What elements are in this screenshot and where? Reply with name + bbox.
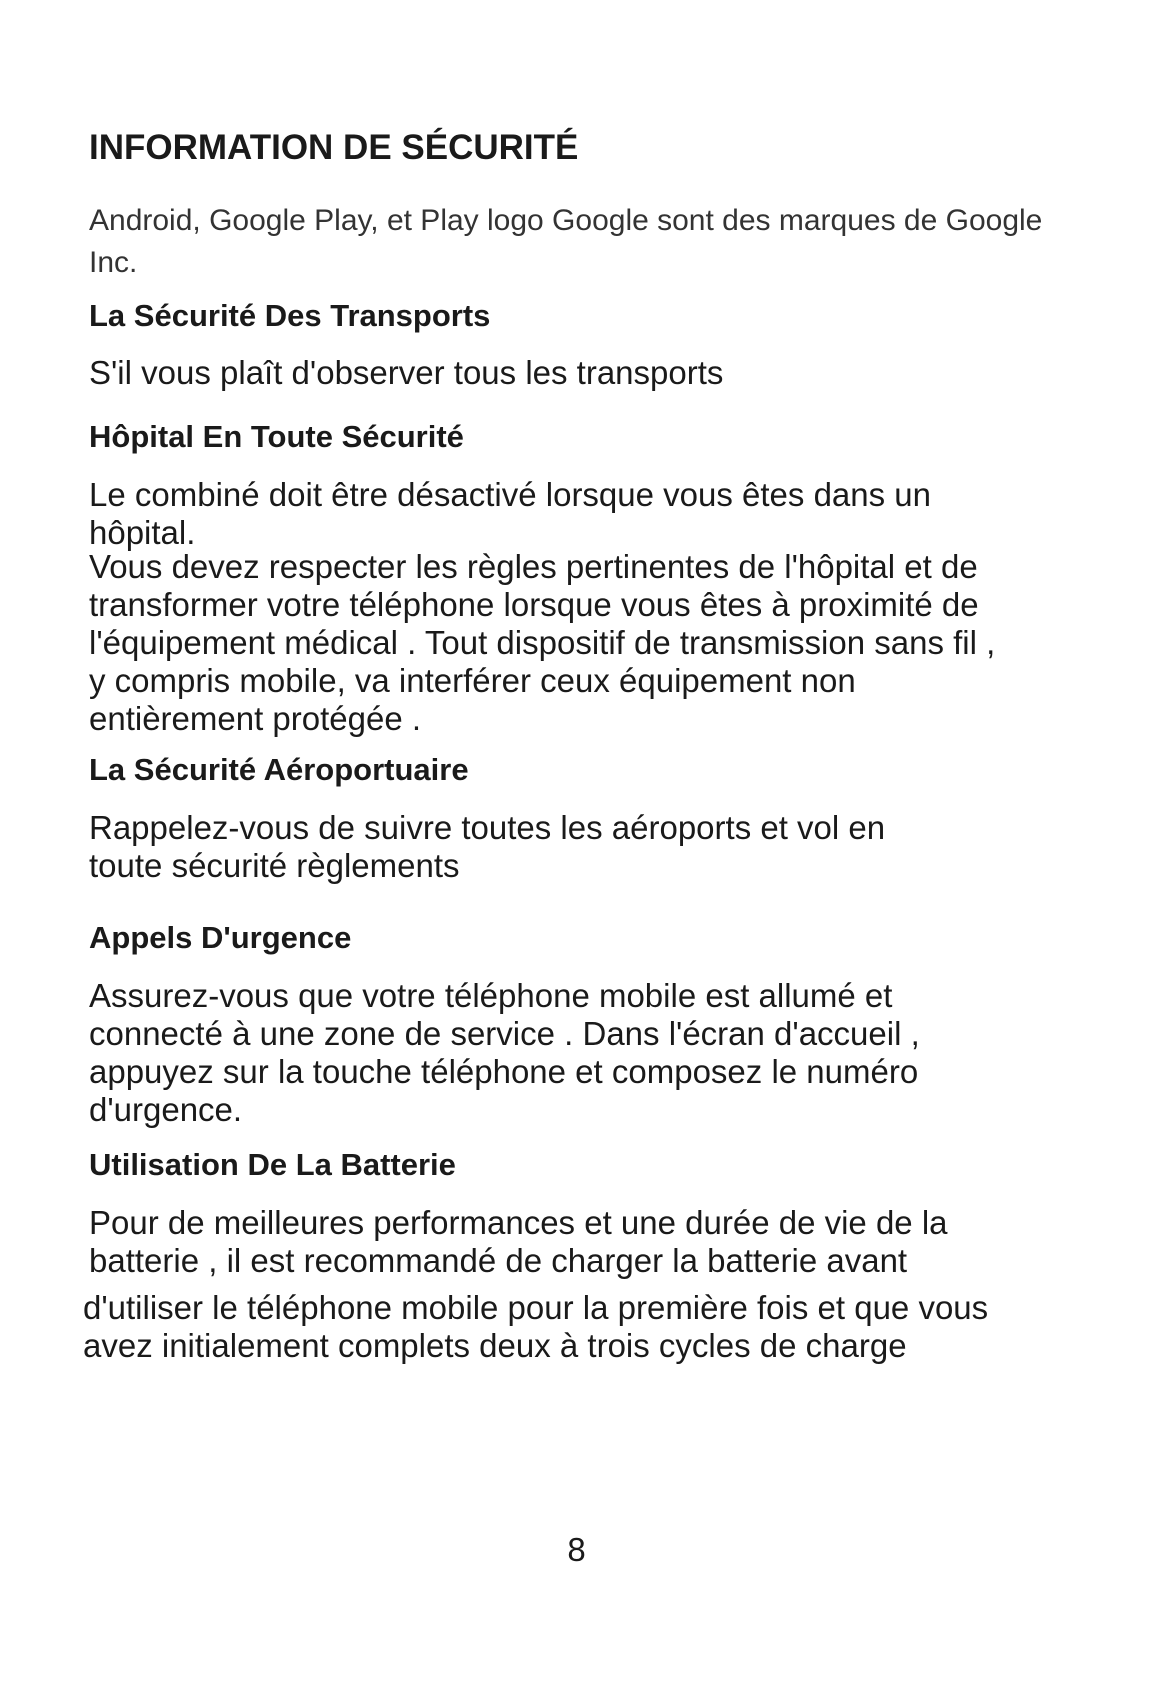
section-text-emergency: Assurez-vous que votre téléphone mobile est allumé et connecté à une zone de service . Dans l'écran d'accueil , appuyez sur la touche téléphone et composez le numéro d'urgence. <box>89 977 920 1128</box>
section-heading-emergency: Appels D'urgence <box>89 920 352 955</box>
section-heading-hospital: Hôpital En Toute Sécurité <box>89 419 464 454</box>
section-text-hospital-2: Vous devez respecter les règles pertinentes de l'hôpital et de transformer votre téléphone lorsque vous êtes à proximité de l'équipement médical . Tout dispositif de transmission sans fil , y compris mobile, va interférer ceux équipement non entièrement protégée . <box>89 548 996 737</box>
page-number: 8 <box>567 1531 586 1568</box>
section-text-battery-1: Pour de meilleures performances et une durée de vie de la batterie , il est recommandé de charger la batterie avant <box>89 1204 948 1279</box>
section-text-battery-2: d'utiliser le téléphone mobile pour la première fois et que vous avez initialement complets deux à trois cycles de charge <box>83 1289 989 1364</box>
section-heading-battery: Utilisation De La Batterie <box>89 1147 456 1182</box>
section-text-transports: S'il vous plaît d'observer tous les transports <box>89 354 724 391</box>
trademark-notice: Android, Google Play, et Play logo Google sont des marques de Google Inc. <box>89 204 1043 279</box>
section-heading-transports: La Sécurité Des Transports <box>89 298 491 333</box>
section-text-hospital-1: Le combiné doit être désactivé lorsque vous êtes dans un hôpital. <box>89 476 932 551</box>
section-text-airport: Rappelez-vous de suivre toutes les aéroports et vol en toute sécurité règlements <box>89 809 886 884</box>
page-title: INFORMATION DE SÉCURITÉ <box>89 128 579 167</box>
section-heading-airport: La Sécurité Aéroportuaire <box>89 752 469 787</box>
